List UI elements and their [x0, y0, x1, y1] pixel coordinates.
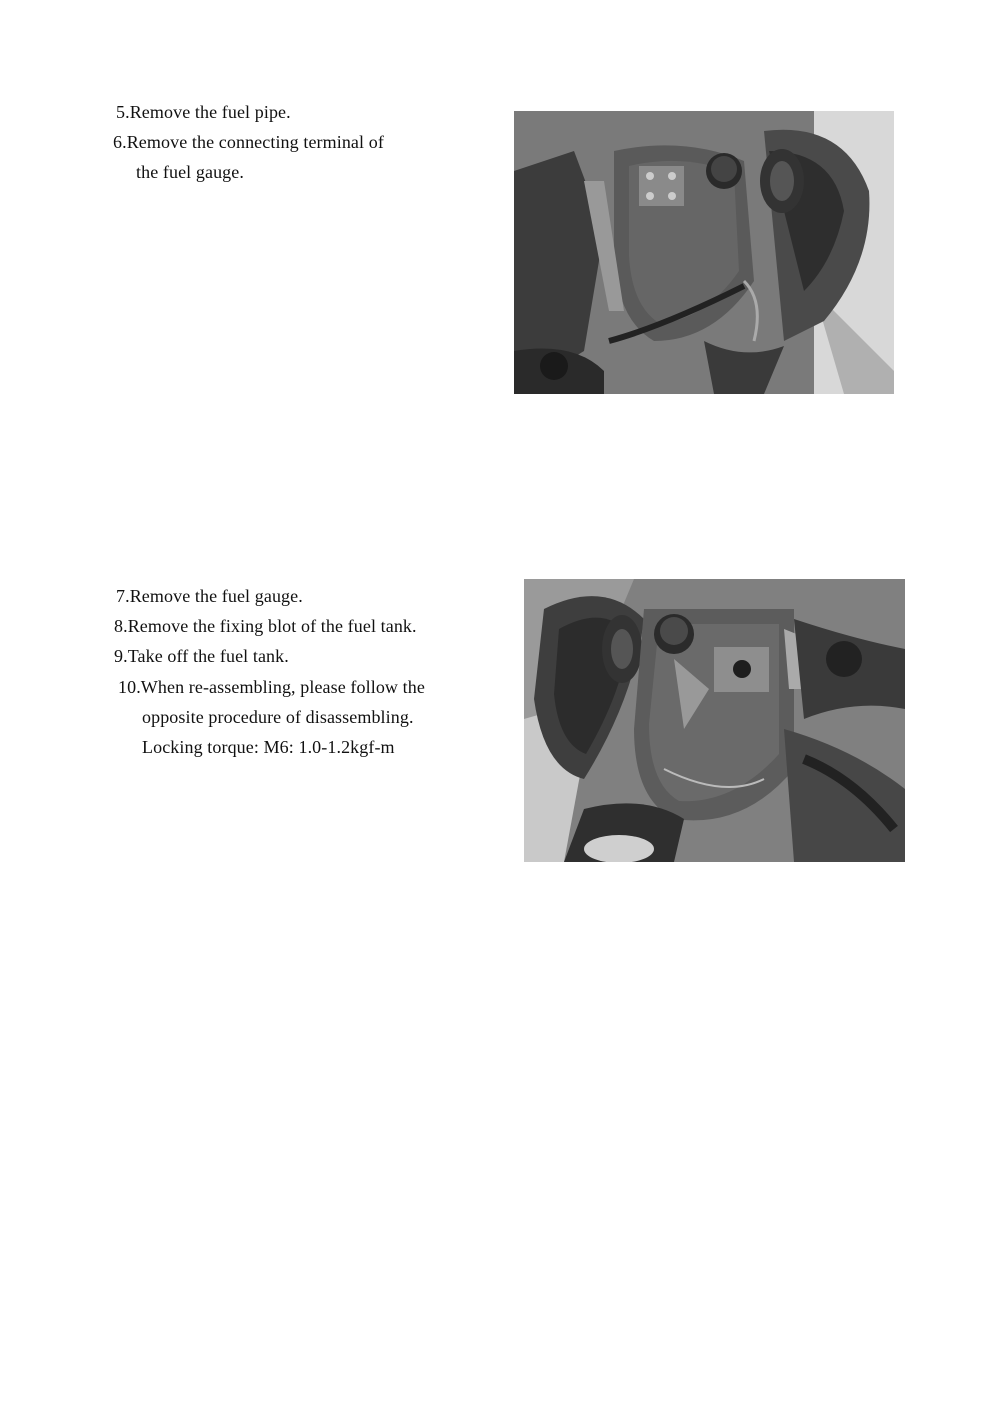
step-7-text: 7.Remove the fuel gauge.	[116, 586, 303, 606]
step-10-text: 10.When re-assembling, please follow the	[118, 677, 425, 697]
step-8-text: 8.Remove the fixing blot of the fuel tank.	[114, 616, 417, 636]
fuel-tank-photo	[524, 579, 905, 862]
fuel-pipe-photo	[514, 111, 894, 394]
step-9-text: 9.Take off the fuel tank.	[114, 646, 289, 666]
step-5-text: 5.Remove the fuel pipe.	[116, 102, 291, 122]
fuel-tank-removed-icon	[524, 579, 905, 862]
step-6-continuation: the fuel gauge.	[136, 162, 244, 182]
locking-torque-text: Locking torque: M6: 1.0-1.2kgf-m	[142, 737, 395, 757]
step-10-continuation: opposite procedure of disassembling.	[142, 707, 414, 727]
step-6-text: 6.Remove the connecting terminal of	[113, 132, 384, 152]
motorcycle-fuel-tank-icon	[514, 111, 894, 394]
